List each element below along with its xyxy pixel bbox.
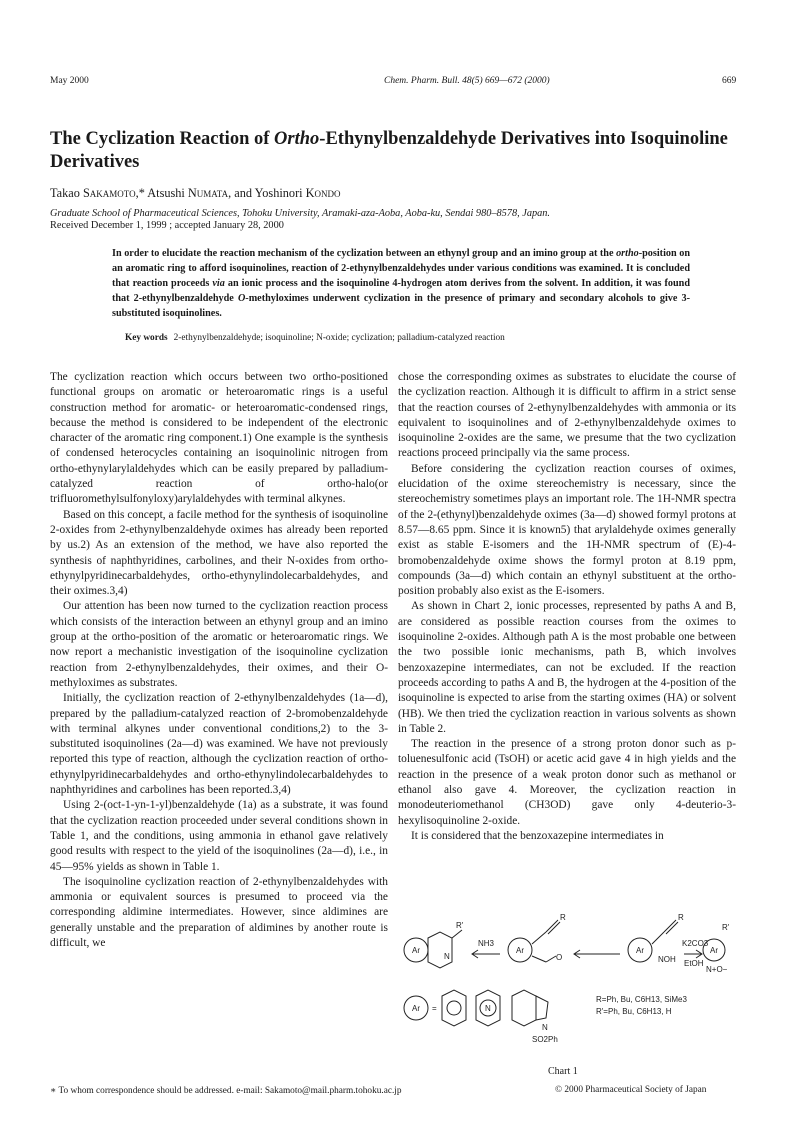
article-title <box>50 128 750 174</box>
pyrrole-ring <box>536 996 548 1020</box>
paragraph: Using 2-(oct-1-yn-1-yl)benzaldehyde (1a) as a substrate, it was found that the cyclization reaction proceeded under several conditions shown in Table 1, and the conditions, using ammonia in ethanol gave relatively good results with respect to the yield of the isoquinolines (2a—d), i.e., in 45—95% yields as shown in Table 1. <box>50 799 388 873</box>
abstract-italic-1: ortho <box>616 248 639 259</box>
isoquinoline-ring <box>428 932 452 968</box>
paragraph: Our attention has been now turned to the cyclization reaction process which consists of the interaction between an ethynyl group and an imino group at the ortho-position of the aromatic or heteroaromatic rings. We now report a mechanistic investigation of the isoquinoline cyclization reaction from 2-ethynylbenzaldehydes, their oximes, and their O-methyloximes as substrates. <box>50 600 388 689</box>
header-journal: Chem. Pharm. Bull. 48(5) 669—672 (2000) <box>384 76 550 86</box>
title-part-2: -Ethynylbenzaldehyde Derivatives into Isoquinoline Derivatives <box>50 129 728 172</box>
r-definition: R=Ph, Bu, C6H13, SiMe3 <box>596 995 687 1004</box>
paragraph: The reaction in the presence of a strong proton donor such as p-toluenesulfonic acid (TsOH) or acetic acid gave 4 in high yields and the reaction in the presence of a weak proton donor such as methanol or ethanol also gave 4. Moreover, the cyclization reaction in monodeuteriomethanol (CH3OD) gave only 4-deuterio-3-hexylisoquinoline 2-oxide. <box>398 738 736 827</box>
paragraph: The isoquinoline cyclization reaction of 2-ethynylbenzaldehydes with ammonia or equivalent sources is presumed to proceed via the corresponding aldimine intermediates. However, since aldimines are generally unstable and the preparation of aldimines by another route is difficult, we <box>50 875 388 949</box>
abstract-italic-3: O <box>237 293 246 304</box>
paragraph: It is considered that the benzoxazepine intermediates in <box>411 829 664 842</box>
ar-label: Ar <box>636 946 644 955</box>
paragraph: chose the corresponding oximes as substrates to elucidate the course of the cyclization reaction. Although it is difficult to affirm in a strict sense that the reaction courses of 2-ethynylbenzaldehydes with ammonia or its equivalent to isoquinolines and of 2-ethynylbenzaldehyde oximes to isoquinoline 2-oxides are the same, we presume that the two cyclization reactions proceed principally via the same process. <box>398 371 736 460</box>
author-2-first: Atsushi <box>147 186 188 200</box>
ar-label: Ar <box>412 1004 420 1013</box>
title-part-1: The Cyclization Reaction of <box>50 129 275 149</box>
author-3-last: Kondo <box>305 186 341 200</box>
n-label: N <box>444 952 450 961</box>
ar-label: Ar <box>412 946 420 955</box>
author-separator: , and <box>228 186 255 200</box>
paragraph: Before considering the cyclization reaction courses of oximes, elucidation of the oxime stereochemistry is necessary, since the stereochemistry sometimes plays an important role. The 1H-NMR spectra of the 2-(ethynyl)benzaldehyde oximes (3a—d) showed formyl protons at 8.57—8.65 ppm. Since it is known5) that arylaldehyde oximes generally exist as stable E-isomers and the 1H-NMR spectrum of (E)-4-bromobenzaldehyde oxime shows the formyl proton at 8.19 ppm, compounds (3a—d) which contain an ethynyl substituent at the ortho-position probably also exist as the E-isomers. <box>398 462 736 598</box>
reagent-etoh: EtOH <box>684 959 704 968</box>
abstract-text-3: an ionic process and the isoquinoline 4-hydrogen atom derives from the solvent. In addition, it was found that 2-ethynylbenzaldehyde <box>112 278 690 304</box>
abstract-text-4: -methyloximes underwent cyclization in the presence of primary and secondary alcohols to give 3-substituted isoquinolines. <box>112 293 691 319</box>
paragraph: As shown in Chart 2, ionic processes, represented by paths A and B, are considered as possible reaction courses from the oximes to isoquinoline 2-oxides. Although path A is the most probable one between the two possible ionic mechanisms, path B, which involves benzoxazepine intermediates, can not be excluded. If the reaction proceeds according to paths A and B, the hydrogen at the 4-position of the isoquinoline is expected to arise from the starting oximes (HA) or solvent (HB). We then tried the cyclization reaction in various solvents as shown in Table 2. <box>398 600 736 735</box>
r-prime-label: R' <box>722 923 730 932</box>
affiliation: Graduate School of Pharmaceutical Sciences, Tohoku University, Aramaki-aza-Aoba, Aoba-ku, Sendai 980–8578, Japan. <box>50 208 550 219</box>
body-column-right <box>398 370 736 844</box>
keywords-label: Key words <box>125 333 168 343</box>
abstract-text-1: In order to elucidate the reaction mechanism of the cyclization between an ethynyl group and an imino group at the <box>112 248 617 259</box>
o-label: O <box>556 953 563 962</box>
ar-label: Ar <box>516 946 524 955</box>
benzene-icon <box>442 990 466 1026</box>
abstract-italic-2: via <box>212 278 225 289</box>
chart-caption: Chart 1 <box>548 1066 578 1077</box>
corresponding-mark: ,* <box>135 186 148 200</box>
author-1-last: Sakamoto <box>82 186 136 200</box>
r-prime-definition: R'=Ph, Bu, C6H13, H <box>596 1007 672 1016</box>
paragraph: Initially, the cyclization reaction of 2-ethynylbenzaldehydes (1a—d), prepared by the palladium-catalyzed reaction of 2-bromobenzaldehyde with terminal alkynes under conventional conditions,2) to the 3-substituted isoquinolines (2a—d) was examined. We have not previously reported this type of reaction, although the cyclization reaction of ortho-ethynylpyridinecarbaldehydes and ortho-ethynylindolecarbaldehydes to naphthyridines and carbolines has been reported.3,4) <box>50 692 388 797</box>
correspondence-footnote: ∗ To whom correspondence should be addressed. e-mail: Sakamoto@mail.pharm.tohoku.ac.jp <box>50 1086 402 1096</box>
reagent-nh3: NH3 <box>478 939 495 948</box>
reagent-k2co3: K2CO3 <box>682 939 709 948</box>
pyridine-n-label: N <box>485 1004 491 1013</box>
author-1-first: Takao <box>50 186 83 200</box>
paragraph: The cyclization reaction which occurs between two ortho-positioned functional groups on aromatic or heteroaromatic rings is a useful construction method for aromatic- or heteroaromatic-condensed rings, because the method is considered to be independent of the electronic character of the aromatic ring component.1) One example is the synthesis of condensed heterocycles containing an isoquinolinic nitrogen from ortho-ethynylarylaldehydes which can be easily prepared by palladium-catalyzed reaction of ortho-halo(or trifluoromethylsulfonyloxy)arylaldehydes with terminal alkynes. <box>50 371 388 506</box>
abstract-text-2: -position on an aromatic ring to afford isoquinolines, reaction of 2-ethynylbenzaldehydes under various conditions was examined. It is concluded that reaction proceeds <box>112 248 690 289</box>
noh-label: NOH <box>658 955 676 964</box>
indole-n-label: N <box>542 1023 548 1032</box>
n-oxide-label: N+O− <box>706 965 728 974</box>
title-italic: Ortho <box>274 129 320 149</box>
author-list <box>50 186 341 201</box>
r-label: R <box>678 913 684 922</box>
ar-label: Ar <box>710 946 718 955</box>
copyright-notice: © 2000 Pharmaceutical Society of Japan <box>555 1085 707 1095</box>
header-page-number: 669 <box>722 76 737 86</box>
r-label: R <box>560 913 566 922</box>
body-column-left <box>50 370 388 951</box>
author-3-first: Yoshinori <box>254 186 306 200</box>
aromatic-circle <box>447 1001 461 1015</box>
header-date: May 2000 <box>50 76 89 86</box>
so2ph-label: SO2Ph <box>532 1035 558 1044</box>
keywords <box>125 333 505 343</box>
paragraph: Based on this concept, a facile method for the synthesis of isoquinoline 2-oxides from 2-ethynylbenzaldehyde oximes has already been reported by us.2) As an extension of the method, we have also reported the synthesis of naphthyridines, carbolines, and their N-oxides from ortho-ethynylpyridinecarbaldehydes, ortho-ethynylindolecarbaldehydes, and their oximes.3,4) <box>50 508 388 598</box>
r-prime-label: R' <box>456 921 464 930</box>
reaction-scheme <box>396 910 736 1060</box>
received-dates: Received December 1, 1999 ; accepted January 28, 2000 <box>50 220 284 231</box>
equals-sign: = <box>432 1004 437 1013</box>
keywords-list: 2-ethynylbenzaldehyde; isoquinoline; N-oxide; cyclization; palladium-catalyzed reaction <box>173 333 505 343</box>
author-2-last: Numata <box>187 186 229 200</box>
abstract <box>112 246 690 321</box>
indole-icon <box>512 990 536 1026</box>
